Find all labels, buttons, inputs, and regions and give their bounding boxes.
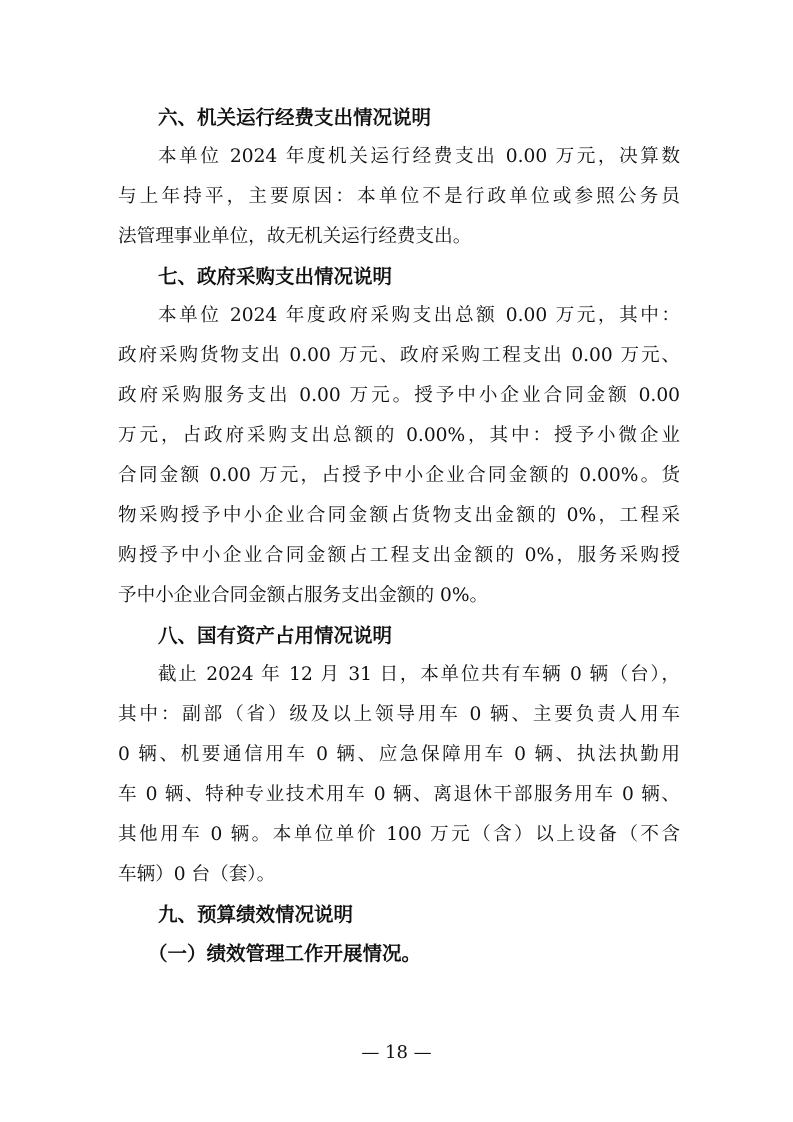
paragraph-line: 法管理事业单位，故无机关运行经费支出。 — [118, 226, 472, 247]
paragraph-line: 合同金额 0.00 万元，占授予中小企业合同金额的 0.00%。货 — [118, 465, 680, 486]
paragraph-line: 本单位 2024 年度政府采购支出总额 0.00 万元，其中： — [158, 305, 680, 326]
section-paragraph — [118, 655, 680, 895]
section-heading: 八、国有资产占用情况说明 — [158, 624, 393, 647]
subsection-heading: （一）绩效管理工作开展情况。 — [148, 942, 422, 965]
page-content — [118, 98, 680, 974]
paragraph-line: 0 辆、机要通信用车 0 辆、应急保障用车 0 辆、执法执勤用 — [118, 744, 680, 765]
section-state-assets — [118, 616, 680, 895]
section-heading: 六、机关运行经费支出情况说明 — [158, 106, 432, 129]
paragraph-line: 政府采购服务支出 0.00 万元。授予中小企业合同金额 0.00 — [118, 385, 680, 406]
section-performance — [118, 895, 680, 974]
section-heading: 九、预算绩效情况说明 — [158, 903, 354, 926]
section-paragraph — [118, 137, 680, 257]
paragraph-line: 予中小企业合同金额占服务支出金额的 0%。 — [118, 585, 489, 606]
paragraph-line: 购授予中小企业合同金额占工程支出金额的 0%，服务采购授 — [118, 545, 680, 566]
paragraph-line: 其中：副部（省）级及以上领导用车 0 辆、主要负责人用车 — [118, 704, 680, 725]
paragraph-line: 与上年持平，主要原因：本单位不是行政单位或参照公务员 — [118, 186, 680, 207]
paragraph-line: 车 0 辆、特种专业技术用车 0 辆、离退休干部服务用车 0 辆、 — [118, 784, 680, 805]
page-number: — 18 — — [361, 1042, 432, 1063]
paragraph-line: 政府采购货物支出 0.00 万元、政府采购工程支出 0.00 万元、 — [118, 345, 680, 366]
paragraph-line: 截止 2024 年 12 月 31 日，本单位共有车辆 0 辆（台）， — [158, 664, 680, 685]
paragraph-line: 物采购授予中小企业合同金额占货物支出金额的 0%，工程采 — [118, 505, 680, 526]
paragraph-line: 其他用车 0 辆。本单位单价 100 万元（含）以上设备（不含 — [118, 824, 680, 845]
section-paragraph — [118, 296, 680, 616]
section-government-procurement — [118, 257, 680, 616]
paragraph-line: 本单位 2024 年度机关运行经费支出 0.00 万元，决算数 — [158, 146, 680, 167]
section-heading: 七、政府采购支出情况说明 — [158, 265, 393, 288]
section-operating-expenses — [118, 98, 680, 257]
paragraph-line: 万元，占政府采购支出总额的 0.00%，其中：授予小微企业 — [118, 425, 680, 446]
paragraph-line: 车辆）0 台（套）。 — [118, 864, 276, 885]
